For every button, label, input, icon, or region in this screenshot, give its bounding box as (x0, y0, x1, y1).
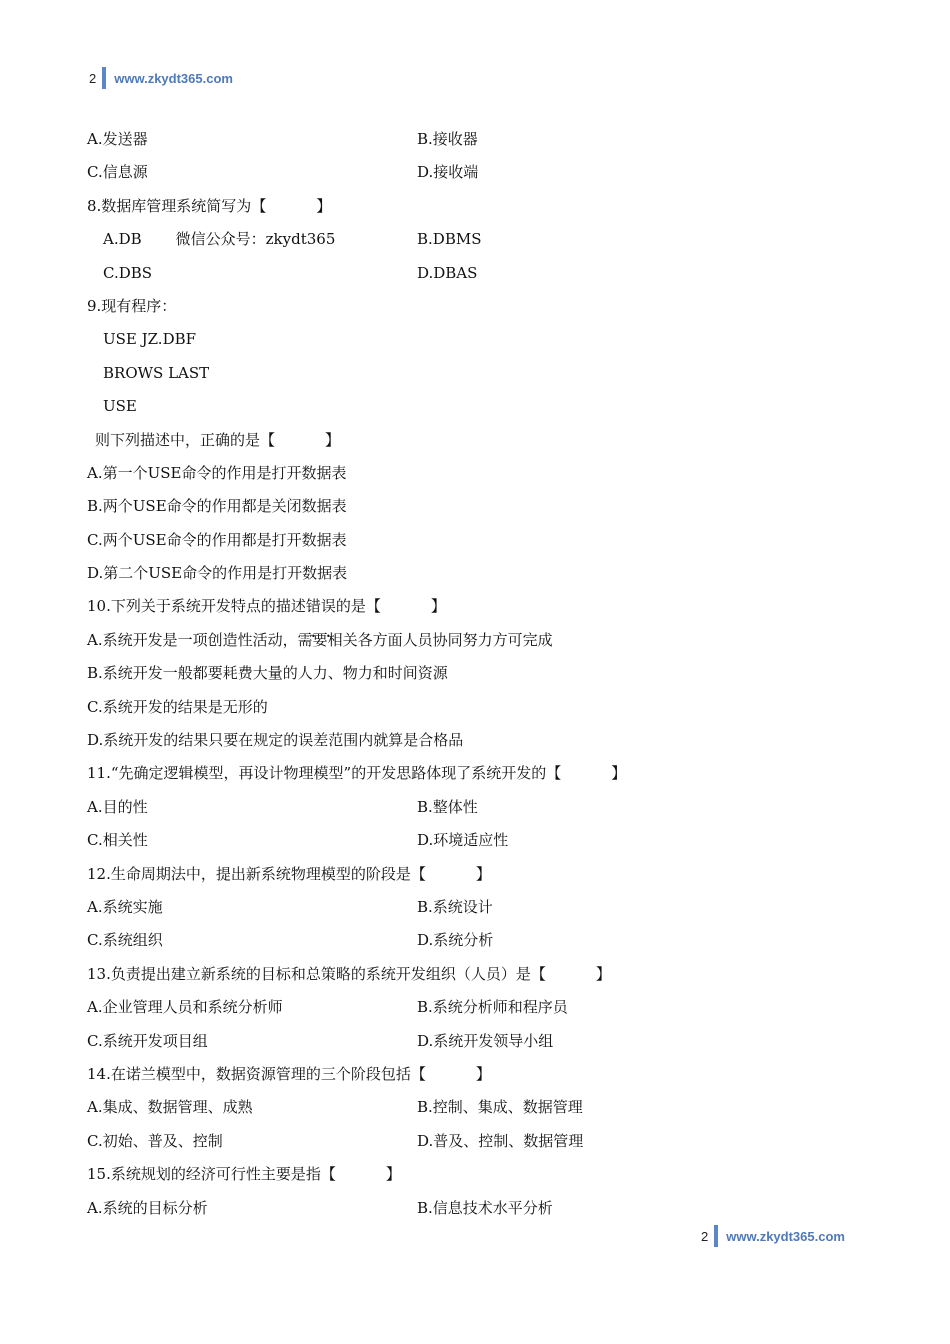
q12-options-row2 (87, 928, 887, 961)
footer-divider (714, 1225, 718, 1247)
q12-option-c: C.系统组织 (87, 931, 163, 950)
answer-blank (336, 1162, 386, 1195)
q13-options-row2 (87, 1029, 887, 1062)
q10-stem-text: 10.下列关于系统开发特点的描述 (87, 597, 306, 616)
wechat-note: 微信公众号：zkydt365 (175, 230, 336, 249)
q9-question (87, 428, 887, 461)
q9-bracket-close: 】 (325, 430, 341, 449)
q7-option-a: A.发送器 (87, 130, 148, 148)
q8-options-row1 (87, 227, 887, 260)
answer-blank (275, 428, 325, 461)
q13-stem-text: 13.负责提出建立新系统的目标和总策略的系统开发组织（人员）是【 (87, 964, 546, 983)
q14-option-a: A.集成、数据管理、成熟 (87, 1098, 253, 1117)
q7-option-b: B.接收器 (417, 130, 478, 148)
q12-option-a: A.系统实施 (87, 897, 163, 916)
footer-page-number: 2 (701, 1228, 709, 1244)
q9-option-d: D.第二个USE命令的作用是打开数据表 (87, 564, 348, 583)
q14-options-row1 (87, 1095, 887, 1128)
emphasis-char: 误 • (321, 594, 336, 627)
q9-stem: 9.现有程序： (87, 296, 177, 315)
q11-stem (87, 761, 887, 794)
q9-code-line-1: USE JZ.DBF (103, 330, 197, 349)
answer-blank (266, 194, 316, 227)
q10-bracket-close: 】 (430, 597, 446, 616)
q14-option-c: C.初始、普及、控制 (87, 1131, 223, 1150)
q13-option-c: C.系统开发项目组 (87, 1031, 208, 1050)
q15-option-b: B.信息技术水平分析 (417, 1198, 553, 1217)
q15-stem (87, 1162, 887, 1195)
q12-stem (87, 862, 887, 895)
q10-stem (87, 594, 887, 627)
q14-option-d: D.普及、控制、数据管理 (417, 1131, 584, 1150)
q12-option-b: B.系统设计 (417, 897, 493, 916)
footer-site-link[interactable]: www.zkydt365.com (726, 1228, 845, 1244)
page-header (89, 68, 233, 88)
q13-option-d: D.系统开发领导小组 (417, 1031, 554, 1050)
q7-option-d: D.接收端 (417, 163, 479, 182)
q8-stem (87, 194, 887, 227)
q15-options-row1 (87, 1196, 887, 1229)
q13-stem (87, 962, 887, 995)
q12-option-d: D.系统分析 (417, 931, 494, 950)
q7-options-row1 (87, 127, 887, 160)
q12-stem-text: 12.生命周期法中，提出新系统物理模型的阶段是【 (87, 864, 426, 883)
question-list (87, 127, 887, 1229)
q8-option-b: B.DBMS (417, 230, 482, 249)
q12-options-row1 (87, 895, 887, 928)
q13-option-b: B.系统分析师和程序员 (417, 998, 568, 1017)
q14-options-row2 (87, 1129, 887, 1162)
q8-option-d: D.DBAS (417, 263, 478, 282)
q13-options-row1 (87, 995, 887, 1028)
q10-option-a: A.系统开发是一项创造性活动，需要相关各方面人员协同努力方可完成 (87, 630, 553, 649)
q9-option-b: B.两个USE命令的作用都是关闭数据表 (87, 497, 347, 516)
header-divider (102, 67, 106, 89)
q9-option-a: A.第一个USE命令的作用是打开数据表 (87, 463, 347, 482)
q8-option-a-cell (103, 227, 417, 260)
q9-question-text: 则下列描述中，正确的是【 (95, 430, 276, 449)
emphasis-char: 错 • (306, 594, 321, 627)
q13-bracket-close: 】 (595, 964, 611, 983)
q9-code-line-2: BROWS LAST (103, 363, 210, 382)
q11-stem-text: 11.“先确定逻辑模型，再设计物理模型”的开发思路体现了系统开发的【 (87, 764, 562, 783)
q10-option-d: D.系统开发的结果只要在规定的误差范围内就算是合格品 (87, 731, 464, 750)
q11-options-row2 (87, 828, 887, 861)
q14-option-b: B.控制、集成、数据管理 (417, 1098, 583, 1117)
q8-options-row2 (87, 261, 887, 294)
q15-option-a: A.系统的目标分析 (87, 1198, 208, 1217)
q14-stem (87, 1062, 887, 1095)
answer-blank (546, 962, 596, 995)
q11-options-row1 (87, 795, 887, 828)
header-page-number: 2 (89, 70, 97, 86)
answer-blank (561, 761, 611, 794)
answer-blank (381, 594, 431, 627)
q8-stem-text: 8.数据库管理系统简写为【 (87, 196, 267, 215)
q8-bracket-close: 】 (316, 196, 332, 215)
header-site-link[interactable]: www.zkydt365.com (114, 70, 233, 86)
q10-stem-tail: 的是【 (335, 597, 381, 616)
q7-options-row2 (87, 160, 887, 193)
q9-option-c: C.两个USE命令的作用都是打开数据表 (87, 530, 347, 549)
q11-option-c: C.相关性 (87, 831, 148, 850)
answer-blank (426, 862, 476, 895)
q15-stem-text: 15.系统规划的经济可行性主要是指【 (87, 1165, 336, 1184)
q8-option-c: C.DBS (103, 263, 153, 282)
q9-code-line-3: USE (103, 397, 137, 416)
q11-bracket-close: 】 (611, 764, 627, 783)
q11-option-b: B.整体性 (417, 797, 478, 816)
q12-bracket-close: 】 (475, 864, 491, 883)
q8-option-a: A.DB (103, 230, 142, 249)
q13-option-a: A.企业管理人员和系统分析师 (87, 998, 283, 1017)
q11-option-d: D.环境适应性 (417, 831, 509, 850)
q11-option-a: A.目的性 (87, 797, 148, 816)
answer-blank (426, 1062, 476, 1095)
q7-option-c: C.信息源 (87, 163, 148, 182)
q14-bracket-close: 】 (475, 1064, 491, 1083)
q10-option-c: C.系统开发的结果是无形的 (87, 697, 268, 716)
q14-stem-text: 14.在诺兰模型中，数据资源管理的三个阶段包括【 (87, 1064, 426, 1083)
q10-option-b: B.系统开发一般都要耗费大量的人力、物力和时间资源 (87, 664, 448, 683)
page-footer (701, 1226, 845, 1246)
q15-bracket-close: 】 (385, 1165, 401, 1184)
